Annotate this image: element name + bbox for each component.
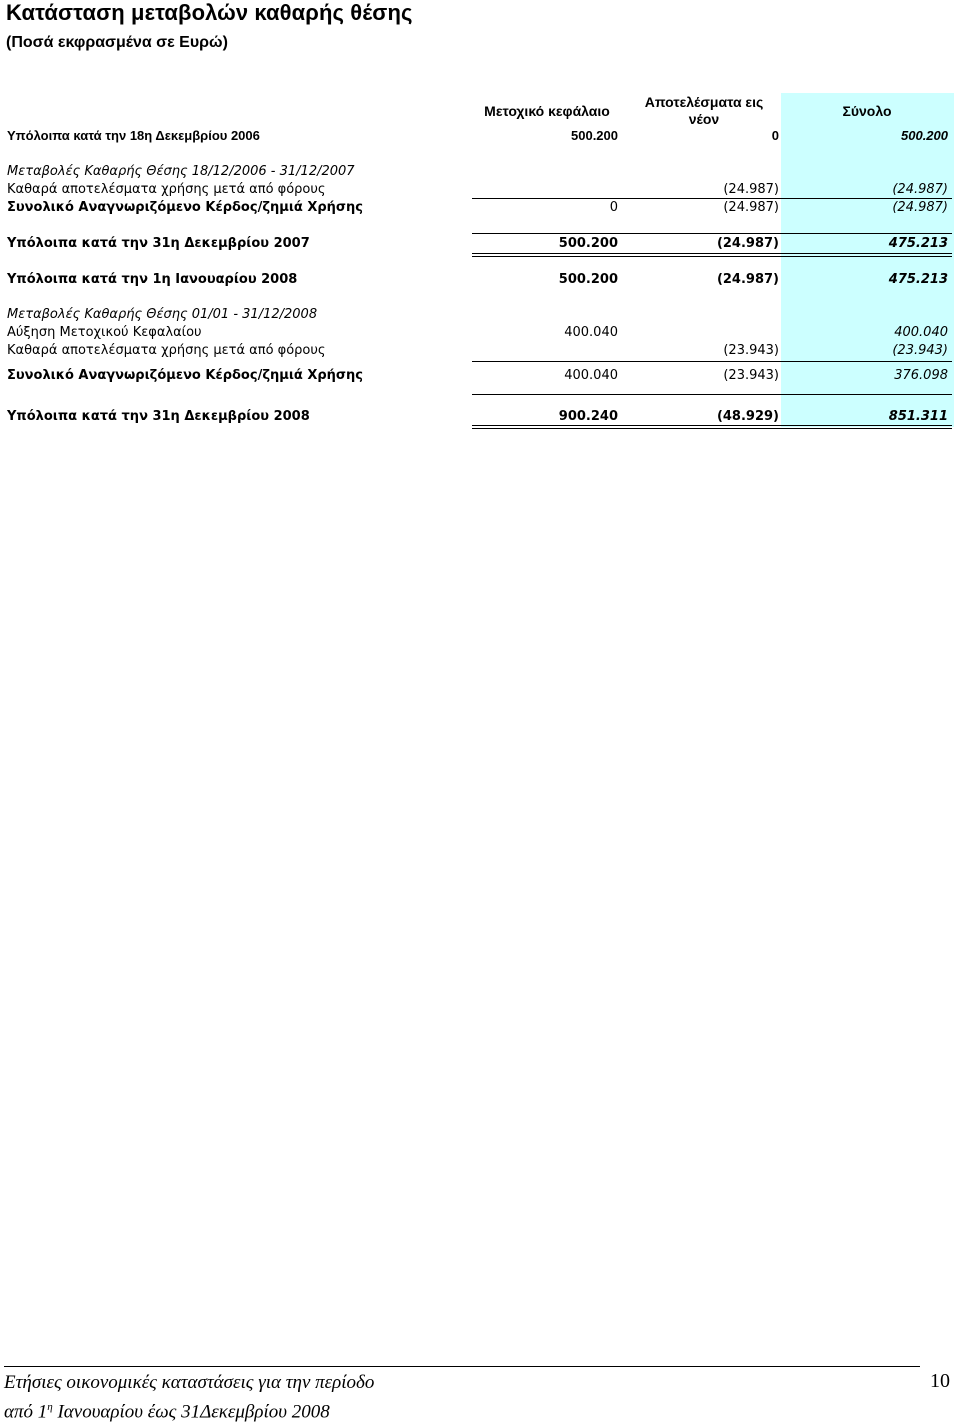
footer-line-2-start: από 1 <box>4 1401 48 1423</box>
row-label: Καθαρά αποτελέσματα χρήσης μετά από φόρους <box>7 343 326 358</box>
table-row <box>0 163 960 181</box>
total-cell: 851.311 <box>888 409 948 424</box>
total-cell: (24.987) <box>892 200 948 215</box>
total-cell: 500.200 <box>901 128 948 143</box>
retained-cell: (23.943) <box>723 368 779 383</box>
row-label: Υπόλοιπα κατά την 31η Δεκεμβρίου 2008 <box>7 409 310 424</box>
page-subtitle: (Ποσά εκφρασμένα σε Ευρώ) <box>6 34 228 51</box>
table-row <box>0 367 960 385</box>
footer-line-2 <box>4 1401 330 1423</box>
share-capital-cell: 500.200 <box>571 128 618 143</box>
total-cell: 400.040 <box>894 325 948 340</box>
double-underline <box>472 425 952 429</box>
table-row <box>0 235 960 253</box>
section-heading: Μεταβολές Καθαρής Θέσης 01/01 - 31/12/2008 <box>7 307 318 322</box>
table-row <box>0 199 960 217</box>
divider <box>472 394 952 395</box>
footer-superscript: η <box>47 1401 53 1413</box>
row-label: Υπόλοιπα κατά την 1η Ιανουαρίου 2008 <box>7 272 298 287</box>
share-capital-cell: 900.240 <box>558 409 618 424</box>
share-capital-cell: 500.200 <box>558 236 618 251</box>
retained-cell: (24.987) <box>716 236 779 251</box>
double-underline <box>472 253 952 257</box>
share-capital-cell: 400.040 <box>564 368 618 383</box>
column-header-retained-earnings: Αποτελέσματα εις νέον <box>644 94 764 127</box>
share-capital-cell: 400.040 <box>564 325 618 340</box>
retained-cell: (24.987) <box>716 272 779 287</box>
row-label: Καθαρά αποτελέσματα χρήσης μετά από φόρους <box>7 182 326 197</box>
retained-cell: (48.929) <box>716 409 779 424</box>
retained-cell: 0 <box>771 128 779 143</box>
column-header-total: Σύνολο <box>842 103 892 119</box>
table-row <box>0 324 960 342</box>
divider <box>472 361 952 362</box>
row-label: Υπόλοιπα κατά την 18η Δεκεμβρίου 2006 <box>7 128 260 143</box>
table-row <box>0 271 960 289</box>
section-heading: Μεταβολές Καθαρής Θέσης 18/12/2006 - 31/12/2007 <box>7 164 355 179</box>
table-row <box>0 408 960 426</box>
footer-line-1: Ετήσιες οικονομικές καταστάσεις για την περίοδο <box>4 1372 375 1393</box>
total-cell: 475.213 <box>888 272 948 287</box>
retained-cell: (24.987) <box>723 200 779 215</box>
share-capital-cell: 0 <box>609 200 618 215</box>
table-row <box>0 127 960 145</box>
total-cell: (24.987) <box>892 182 948 197</box>
retained-cell: (23.943) <box>723 343 779 358</box>
row-label: Συνολικό Αναγνωριζόμενο Κέρδος/ζημιά Χρήσης <box>7 200 364 215</box>
divider <box>472 233 952 234</box>
retained-cell: (24.987) <box>723 182 779 197</box>
table-row <box>0 181 960 199</box>
footer-line-2-end: Ιανουαρίου έως 31Δεκεμβρίου 2008 <box>52 1401 330 1423</box>
footer-rule <box>4 1366 920 1367</box>
total-cell: 475.213 <box>888 236 948 251</box>
total-cell: (23.943) <box>892 343 948 358</box>
table-row <box>0 342 960 360</box>
row-label: Αύξηση Μετοχικού Κεφαλαίου <box>7 325 202 340</box>
total-cell: 376.098 <box>894 368 948 383</box>
page-number: 10 <box>930 1370 950 1392</box>
row-label: Συνολικό Αναγνωριζόμενο Κέρδος/ζημιά Χρήσης <box>7 368 364 383</box>
row-label: Υπόλοιπα κατά την 31η Δεκεμβρίου 2007 <box>7 236 310 251</box>
table-row <box>0 306 960 324</box>
page-title: Κατάσταση μεταβολών καθαρής θέσης <box>6 0 413 25</box>
column-header-share-capital: Μετοχικό κεφάλαιο <box>484 103 610 119</box>
share-capital-cell: 500.200 <box>558 272 618 287</box>
